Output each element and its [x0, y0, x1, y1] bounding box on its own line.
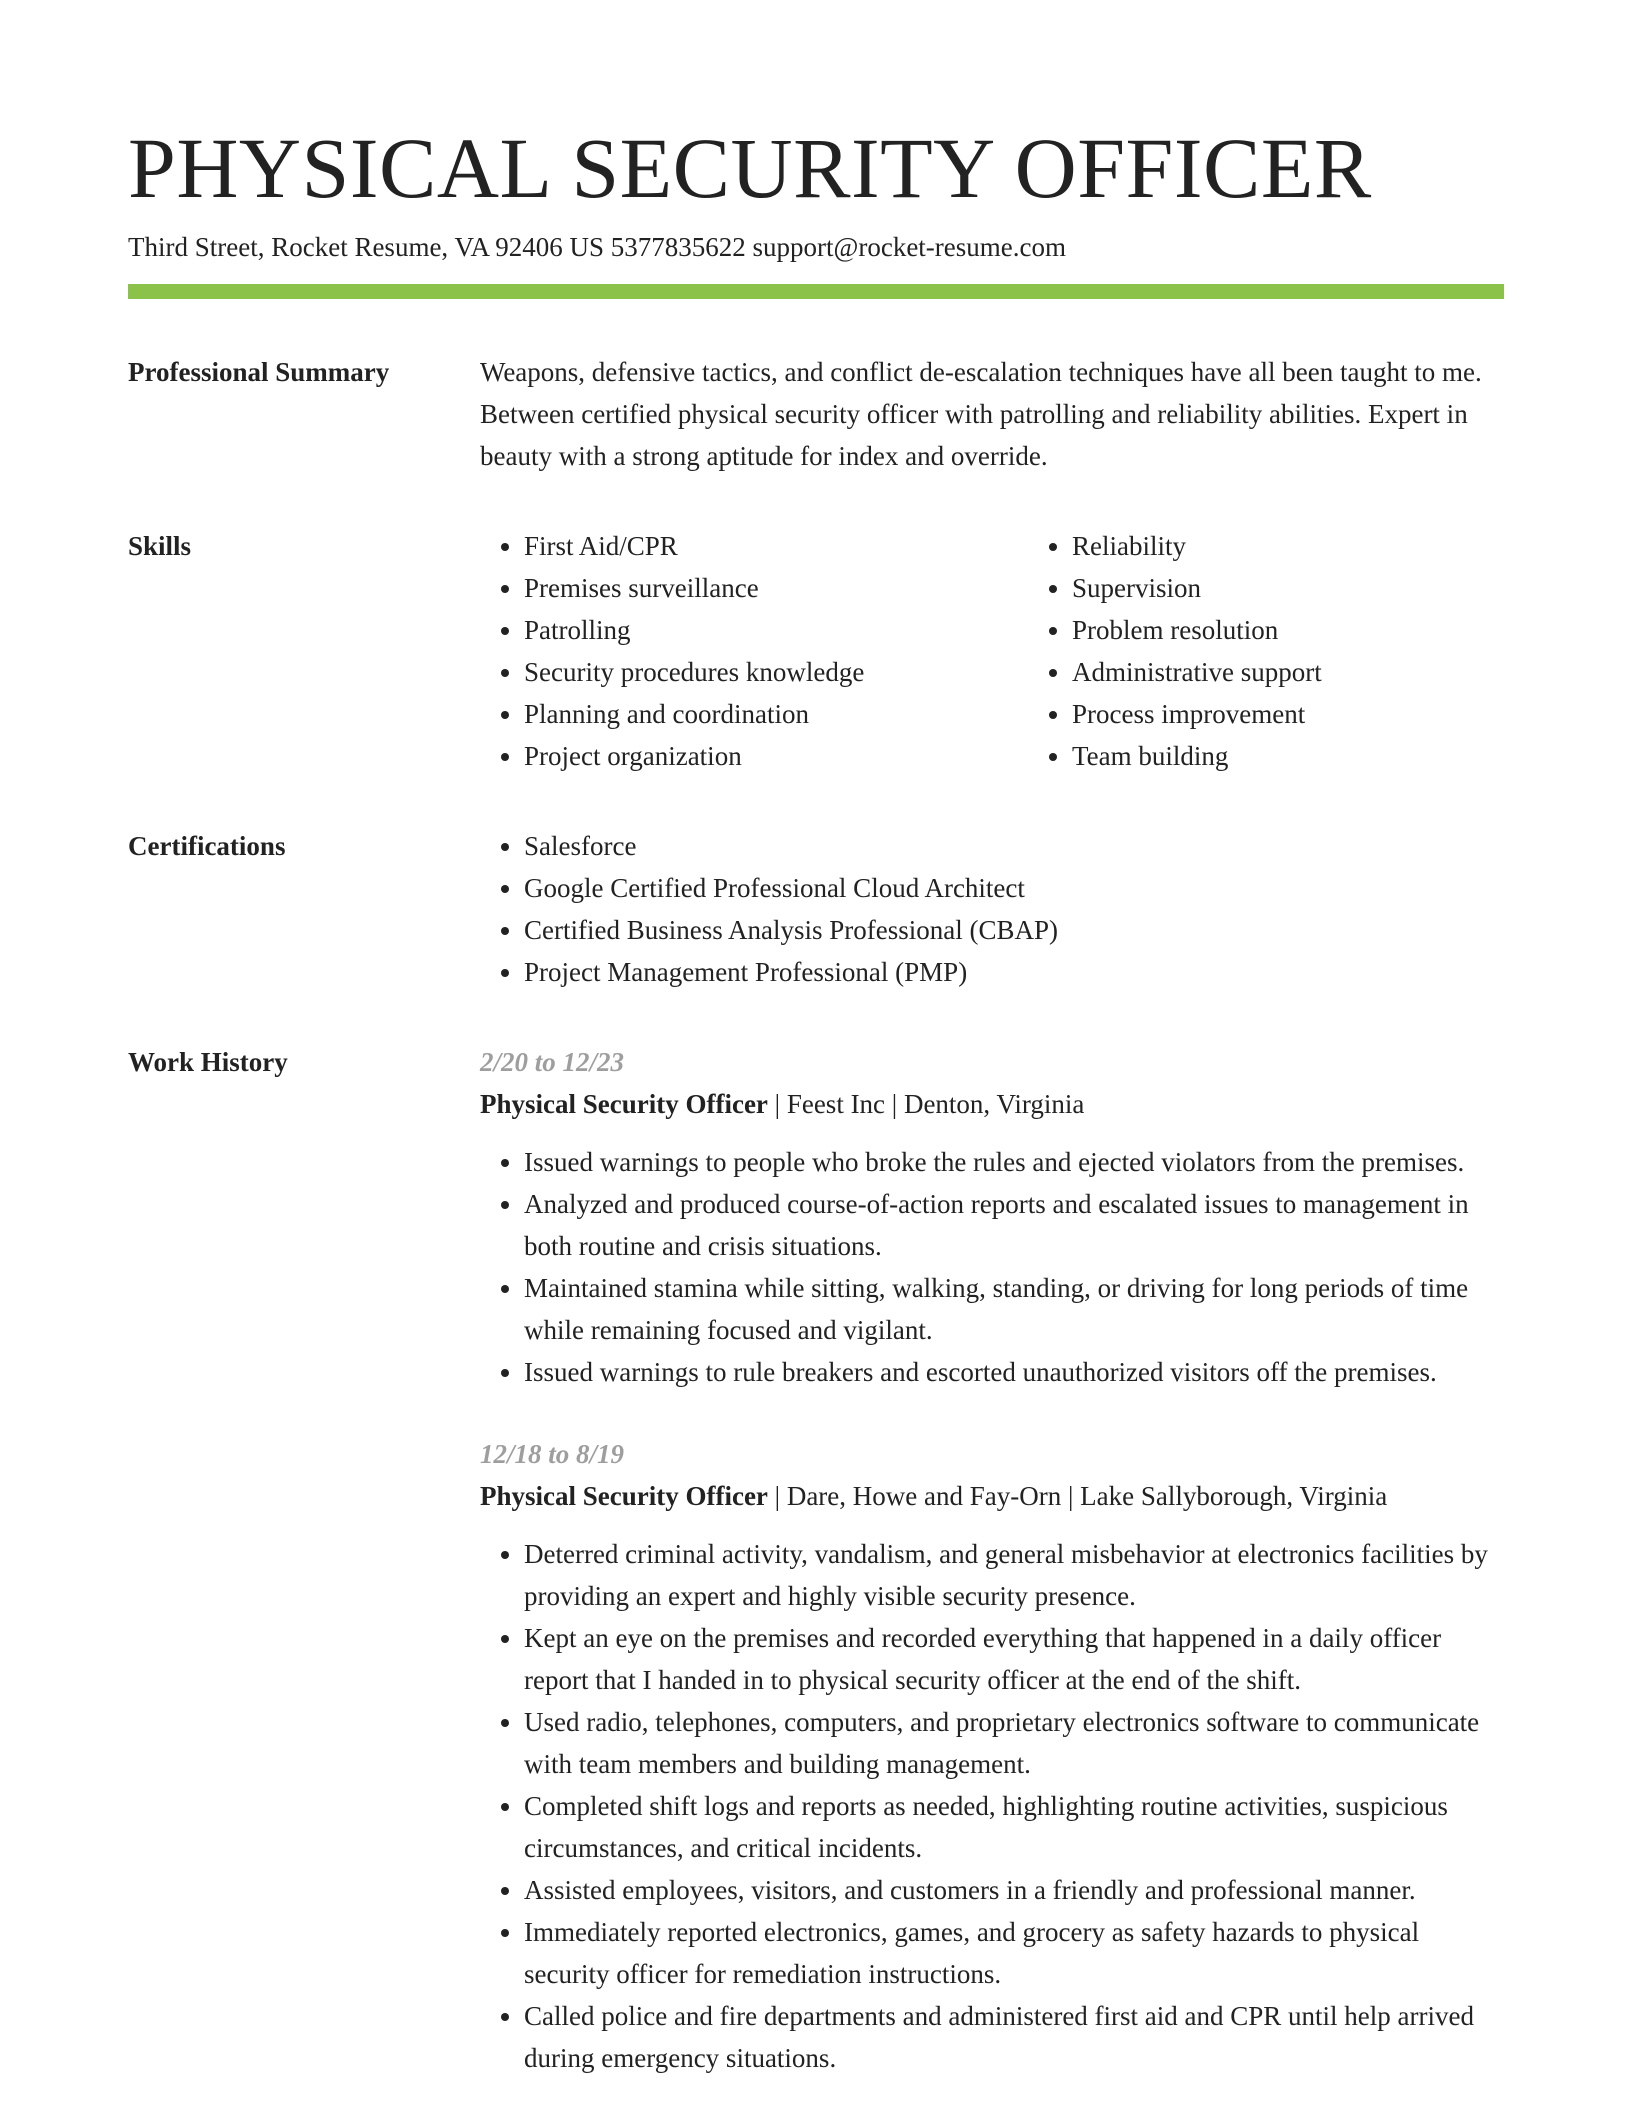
contact-line: Third Street, Rocket Resume, VA 92406 US 5377835622 support@rocket-resume.com	[128, 232, 1066, 262]
job-bullet: • Analyzed and produced course-of-action reports and escalated issues to management in both routine and crisis situations.	[524, 1183, 1504, 1267]
skill-item: • Patrolling	[524, 609, 1028, 651]
section-label-summary: Professional Summary	[128, 357, 390, 387]
section-label-skills: Skills	[128, 531, 192, 561]
candidate-title: PHYSICAL SECURITY OFFICER	[128, 120, 1372, 216]
job-bullet: • Assisted employees, visitors, and customers in a friendly and professional manner.	[524, 1869, 1504, 1911]
section-label-certifications: Certifications	[128, 831, 286, 861]
header-divider	[128, 284, 1504, 299]
job-heading	[480, 1475, 1504, 1517]
skill-item: • Administrative support	[1072, 651, 1504, 693]
job-details: | Dare, Howe and Fay-Orn | Lake Sallyborough, Virginia	[767, 1481, 1388, 1511]
certification-item: • Project Management Professional (PMP)	[524, 951, 1504, 993]
skill-item: • First Aid/CPR	[524, 525, 1028, 567]
job-title: Physical Security Officer	[480, 1481, 768, 1511]
summary-section	[128, 351, 1504, 477]
certifications-section	[128, 825, 1504, 993]
job-bullet: • Issued warnings to people who broke the rules and ejected violators from the premises.	[524, 1141, 1504, 1183]
work-history-content	[480, 1041, 1504, 2079]
job-bullet: • Maintained stamina while sitting, walking, standing, or driving for long periods of time while remaining focused and vigilant.	[524, 1267, 1504, 1351]
skill-item: • Team building	[1072, 735, 1504, 777]
certifications-list	[480, 825, 1504, 993]
skill-item: • Project organization	[524, 735, 1028, 777]
job-entry	[480, 1433, 1504, 2079]
certifications-content	[480, 825, 1504, 993]
job-bullet: • Completed shift logs and reports as needed, highlighting routine activities, suspicious circumstances, and critical incidents.	[524, 1785, 1504, 1869]
job-bullet: • Kept an eye on the premises and recorded everything that happened in a daily officer report that I handed in to physical security officer at the end of the shift.	[524, 1617, 1504, 1701]
job-bullet: • Issued warnings to rule breakers and escorted unauthorized visitors off the premises.	[524, 1351, 1504, 1393]
summary-content	[480, 351, 1504, 477]
job-bullets	[480, 1533, 1504, 2079]
job-entry	[480, 1041, 1504, 1393]
skills-list-right	[1028, 525, 1504, 777]
skill-item: • Supervision	[1072, 567, 1504, 609]
skill-item: • Premises surveillance	[524, 567, 1028, 609]
job-title: Physical Security Officer	[480, 1089, 768, 1119]
skills-list-left	[480, 525, 1028, 777]
certification-item: • Certified Business Analysis Professional (CBAP)	[524, 909, 1504, 951]
job-details: | Feest Inc | Denton, Virginia	[767, 1089, 1085, 1119]
skill-item: • Problem resolution	[1072, 609, 1504, 651]
job-bullet: • Deterred criminal activity, vandalism, and general misbehavior at electronics facilities by providing an expert and highly visible security presence.	[524, 1533, 1504, 1617]
job-heading	[480, 1083, 1504, 1125]
skill-item: • Process improvement	[1072, 693, 1504, 735]
job-bullet: • Called police and fire departments and administered first aid and CPR until help arrived during emergency situations.	[524, 1995, 1504, 2079]
work-history-section	[128, 1041, 1504, 2079]
skills-content	[480, 525, 1504, 777]
job-bullet: • Used radio, telephones, computers, and proprietary electronics software to communicate with team members and building management.	[524, 1701, 1504, 1785]
job-date: 2/20 to 12/23	[480, 1047, 625, 1077]
job-date: 12/18 to 8/19	[480, 1439, 625, 1469]
section-label-work-history: Work History	[128, 1047, 288, 1077]
job-bullets	[480, 1141, 1504, 1393]
skills-section	[128, 525, 1504, 777]
job-bullet: • Immediately reported electronics, games, and grocery as safety hazards to physical security officer for remediation instructions.	[524, 1911, 1504, 1995]
certification-item: • Salesforce	[524, 825, 1504, 867]
skill-item: • Reliability	[1072, 525, 1504, 567]
skill-item: • Security procedures knowledge	[524, 651, 1028, 693]
summary-text: Weapons, defensive tactics, and conflict de-escalation techniques have all been taught to me. Between certified physical security officer with patrolling and reliability abilities. Expert in beauty with a strong aptitude for index and override.	[480, 357, 1482, 471]
skill-item: • Planning and coordination	[524, 693, 1028, 735]
certification-item: • Google Certified Professional Cloud Architect	[524, 867, 1504, 909]
